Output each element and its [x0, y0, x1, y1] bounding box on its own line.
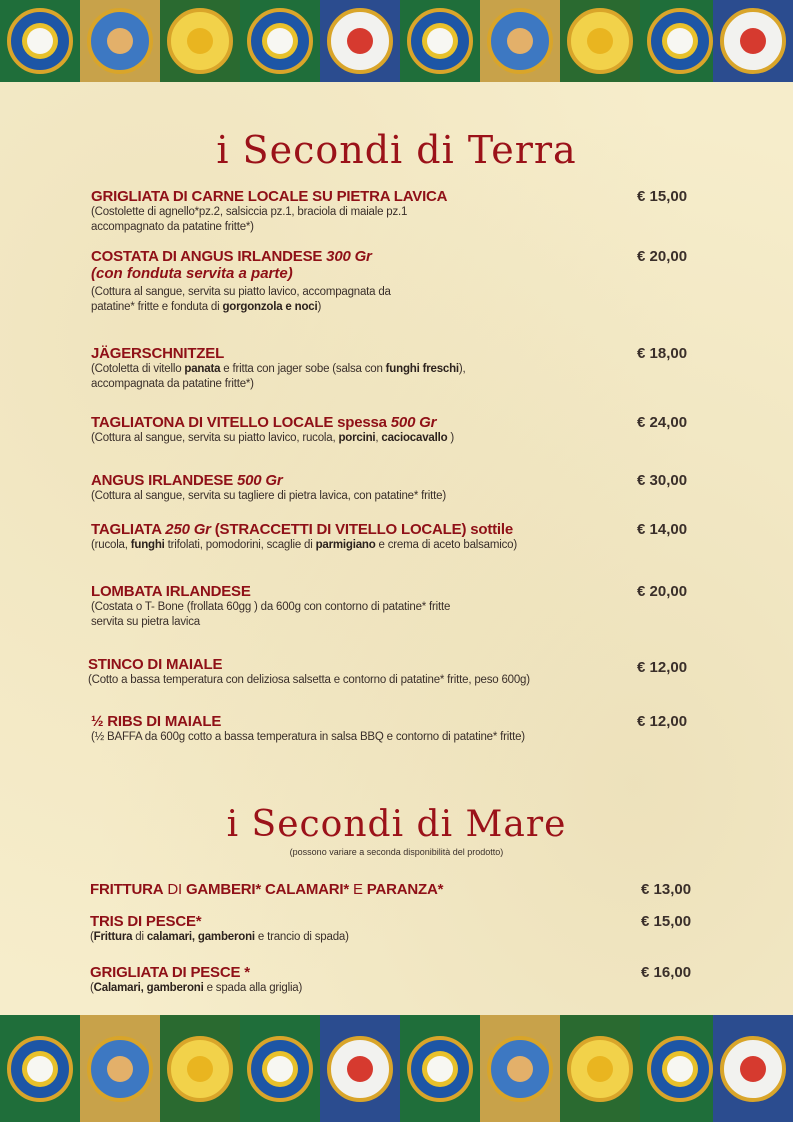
warrior-tile-icon	[80, 0, 160, 82]
item-price: € 18,00	[637, 345, 688, 362]
flower-tile-icon	[0, 0, 80, 82]
item-price: € 20,00	[637, 583, 688, 600]
warrior-tile-icon	[480, 1015, 560, 1122]
item-description: (Cotto a bassa temperatura con deliziosa salsetta e contorno di patatine* fritte, peso 600g)	[88, 674, 530, 686]
item-description: (½ BAFFA da 600g cotto a bassa temperatura in salsa BBQ e contorno di patatine* fritte)	[91, 731, 525, 743]
lemon-tile-icon	[560, 0, 640, 82]
section-title-terra: i Secondi di Terra	[216, 128, 577, 172]
item-price: € 13,00	[641, 881, 692, 898]
flower-tile-icon	[240, 0, 320, 82]
item-name: GRIGLIATA DI PESCE *	[90, 964, 250, 981]
item-description: (Cotoletta di vitello panata e fritta con jager sobe (salsa con funghi freschi),	[91, 363, 466, 375]
menu-item	[91, 713, 631, 745]
item-name: LOMBATA IRLANDESE	[91, 583, 251, 600]
menu-item	[91, 345, 631, 392]
menu-item	[91, 188, 631, 235]
item-description: (Cottura al sangue, servita su tagliere di pietra lavica, con patatine* fritte)	[91, 490, 446, 502]
item-name: GRIGLIATA DI CARNE LOCALE SU PIETRA LAVICA	[91, 188, 448, 205]
item-description: servita su pietra lavica	[91, 616, 200, 628]
item-description: (Costata o T- Bone (frollata 60gg ) da 600g con contorno di patatine* fritte	[91, 601, 451, 613]
item-price: € 15,00	[637, 188, 688, 205]
item-name: TAGLIATONA DI VITELLO LOCALE spessa 500 Gr	[91, 414, 437, 431]
knight-tile-icon	[320, 0, 400, 82]
menu-item	[88, 656, 633, 688]
menu-item	[90, 913, 630, 945]
item-description: (Calamari, gamberoni e spada alla griglia)	[90, 982, 303, 994]
item-price: € 12,00	[637, 659, 688, 676]
knight-tile-icon	[320, 1015, 400, 1122]
menu-item	[90, 964, 630, 996]
item-description: (Cottura al sangue, servita su piatto lavico, rucola, porcini, caciocavallo )	[91, 432, 455, 444]
item-name: FRITTURA DI GAMBERI* CALAMARI* E PARANZA*	[90, 881, 444, 898]
top-ceramic-border	[0, 0, 793, 82]
item-price: € 14,00	[637, 521, 688, 538]
knight-tile-icon	[713, 0, 793, 82]
item-description: (Cottura al sangue, servita su piatto lavico, accompagnata da	[91, 286, 391, 298]
item-name: ½ RIBS DI MAIALE	[91, 713, 222, 730]
flower-tile-icon	[400, 1015, 480, 1122]
item-price: € 24,00	[637, 414, 688, 431]
menu-item	[91, 472, 631, 504]
warrior-tile-icon	[480, 0, 560, 82]
item-name: TAGLIATA 250 Gr (STRACCETTI DI VITELLO LOCALE) sottile	[91, 521, 513, 538]
flower-tile-icon	[240, 1015, 320, 1122]
item-name: STINCO DI MAIALE	[88, 656, 223, 673]
item-price: € 20,00	[637, 248, 688, 265]
flower-tile-icon	[640, 0, 720, 82]
item-price: € 16,00	[641, 964, 692, 981]
warrior-tile-icon	[80, 1015, 160, 1122]
menu-item	[90, 881, 630, 898]
item-name: ANGUS IRLANDESE 500 Gr	[91, 472, 283, 489]
lemon-tile-icon	[160, 1015, 240, 1122]
item-name: JÄGERSCHNITZEL	[91, 345, 225, 362]
bottom-ceramic-border	[0, 1015, 793, 1122]
menu-item	[91, 248, 631, 315]
knight-tile-icon	[713, 1015, 793, 1122]
section-subtitle-mare: (possono variare a seconda disponibilità del prodotto)	[289, 847, 504, 857]
lemon-tile-icon	[560, 1015, 640, 1122]
flower-tile-icon	[0, 1015, 80, 1122]
section-title-mare: i Secondi di Mare	[226, 804, 567, 845]
menu-item	[91, 414, 631, 446]
menu-item	[91, 521, 631, 553]
item-description: patatine* fritte e fonduta di gorgonzola e noci)	[91, 301, 322, 313]
item-description: (Costolette di agnello*pz.2, salsiccia pz.1, braciola di maiale pz.1	[91, 206, 408, 218]
item-name-note: (con fonduta servita a parte)	[91, 265, 293, 282]
item-price: € 15,00	[641, 913, 692, 930]
item-price: € 30,00	[637, 472, 688, 489]
item-description: accompagnato da patatine fritte*)	[91, 221, 254, 233]
item-name: COSTATA DI ANGUS IRLANDESE 300 Gr	[91, 248, 372, 265]
lemon-tile-icon	[160, 0, 240, 82]
item-description: (Frittura di calamari, gamberoni e trancio di spada)	[90, 931, 349, 943]
flower-tile-icon	[640, 1015, 720, 1122]
menu-item	[91, 583, 631, 630]
item-name: TRIS DI PESCE*	[90, 913, 202, 930]
item-price: € 12,00	[637, 713, 688, 730]
flower-tile-icon	[400, 0, 480, 82]
item-description: (rucola, funghi trifolati, pomodorini, scaglie di parmigiano e crema di aceto balsamico)	[91, 539, 517, 551]
item-description: accompagnata da patatine fritte*)	[91, 378, 254, 390]
